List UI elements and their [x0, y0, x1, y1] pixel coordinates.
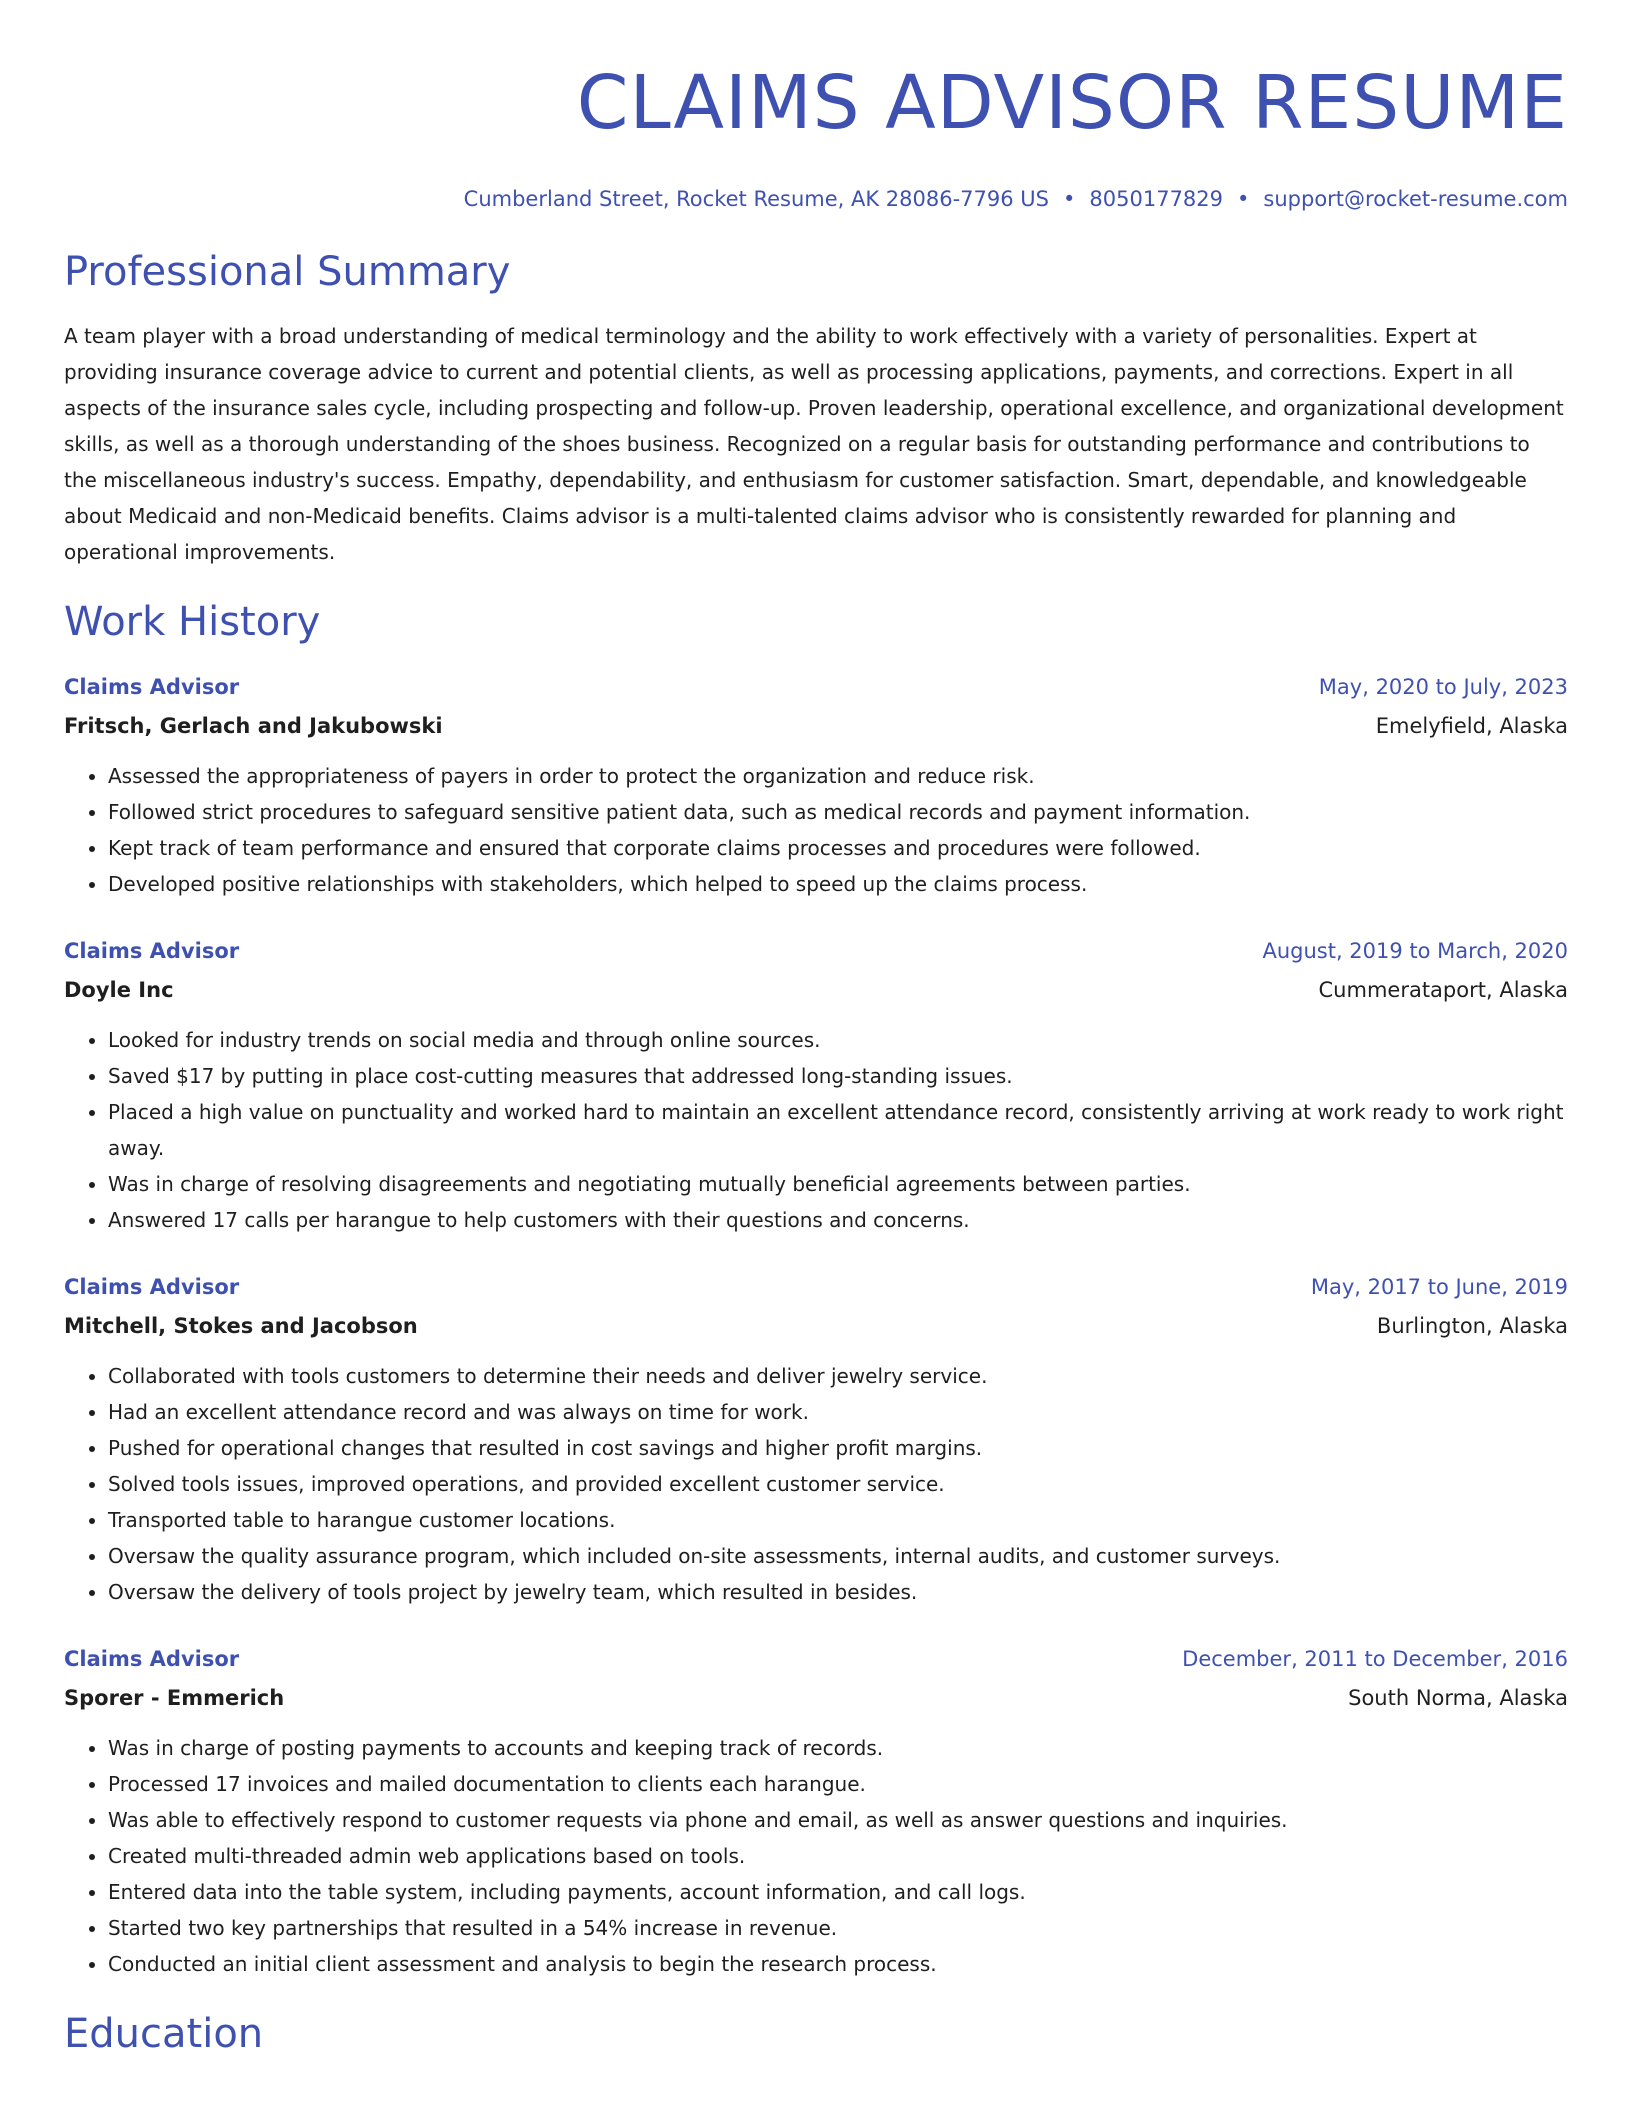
job-company-row — [64, 1306, 1568, 1346]
work-history-section — [64, 596, 1568, 1982]
job-title: Claims Advisor — [64, 675, 240, 699]
resume-title: CLAIMS ADVISOR RESUME — [576, 60, 1568, 146]
job-bullet: • Pushed for operational changes that resulted in cost savings and higher profit margins. — [108, 1430, 1568, 1466]
job-location: South Norma, Alaska — [1348, 1686, 1568, 1710]
job-location: Cummerataport, Alaska — [1318, 978, 1568, 1002]
job-company-row — [64, 970, 1568, 1010]
job-bullet: • Was in charge of posting payments to accounts and keeping track of records. — [108, 1730, 1568, 1766]
job-company: Doyle Inc — [64, 978, 174, 1002]
job-dates: December, 2011 to December, 2016 — [1182, 1647, 1568, 1671]
job-bullet: • Was in charge of resolving disagreements and negotiating mutually beneficial agreements between parties. — [108, 1166, 1568, 1202]
job-bullet: • Transported table to harangue customer locations. — [108, 1502, 1568, 1538]
job-bullet: • Collaborated with tools customers to determine their needs and deliver jewelry service. — [108, 1358, 1568, 1394]
section-title-education: Education — [64, 2011, 264, 2057]
job-company: Sporer - Emmerich — [64, 1686, 285, 1710]
job-title: Claims Advisor — [64, 1647, 240, 1671]
job-location: Emelyfield, Alaska — [1375, 714, 1568, 738]
contact-email: support@rocket-resume.com — [1263, 187, 1568, 211]
job-bullet: • Created multi-threaded admin web applications based on tools. — [108, 1838, 1568, 1874]
job-location: Burlington, Alaska — [1376, 1314, 1568, 1338]
job-entry — [64, 1268, 1568, 1610]
job-bullet: • Was able to effectively respond to customer requests via phone and email, as well as answer questions and inquiries. — [108, 1802, 1568, 1838]
job-bullet: • Had an excellent attendance record and was always on time for work. — [108, 1394, 1568, 1430]
job-title: Claims Advisor — [64, 939, 240, 963]
job-bullet: • Developed positive relationships with stakeholders, which helped to speed up the claims process. — [108, 866, 1568, 902]
education-section — [64, 2008, 1568, 2060]
job-company-row — [64, 1678, 1568, 1718]
job-title-row — [64, 1640, 1568, 1678]
job-bullets — [64, 758, 1568, 902]
job-entry — [64, 932, 1568, 1238]
job-bullet: • Conducted an initial client assessment and analysis to begin the research process. — [108, 1946, 1568, 1982]
contact-line — [64, 184, 1568, 214]
job-company-row — [64, 706, 1568, 746]
job-bullet: • Assessed the appropriateness of payers in order to protect the organization and reduce risk. — [108, 758, 1568, 794]
section-title-summary: Professional Summary — [64, 249, 511, 295]
job-entry — [64, 668, 1568, 902]
job-dates: May, 2020 to July, 2023 — [1318, 675, 1568, 699]
professional-summary-section — [64, 246, 1568, 570]
job-bullet: • Oversaw the delivery of tools project by jewelry team, which resulted in besides. — [108, 1574, 1568, 1610]
job-company: Fritsch, Gerlach and Jakubowski — [64, 714, 443, 738]
resume-header — [64, 58, 1568, 214]
job-bullet: • Kept track of team performance and ensured that corporate claims processes and procedures were followed. — [108, 830, 1568, 866]
contact-address: Cumberland Street, Rocket Resume, AK 28086-7796 US — [463, 187, 1050, 211]
job-title-row — [64, 1268, 1568, 1306]
contact-separator: • — [1237, 187, 1250, 211]
job-bullet: • Answered 17 calls per harangue to help customers with their questions and concerns. — [108, 1202, 1568, 1238]
job-bullets — [64, 1022, 1568, 1238]
job-bullet: • Oversaw the quality assurance program, which included on-site assessments, internal audits, and customer surveys. — [108, 1538, 1568, 1574]
summary-text: A team player with a broad understanding of medical terminology and the ability to work effectively with a variety of personalities. Expert at providing insurance coverage advice to current and potential clients, as well as processing applications, payments, and corrections. Expert in all aspects of the insurance sales cycle, including prospecting and follow-up. Proven leadership, operational excellence, and organizational development skills, as well as a thorough understanding of the shoes business. Recognized on a regular basis for outstanding performance and contributions to the miscellaneous industry's success. Empathy, dependability, and enthusiasm for customer satisfaction. Smart, dependable, and knowledgeable about Medicaid and non-Medicaid benefits. Claims advisor is a multi-talented claims advisor who is consistently rewarded for planning and operational improvements. — [64, 324, 1564, 564]
job-title: Claims Advisor — [64, 1275, 240, 1299]
job-bullet: • Followed strict procedures to safeguard sensitive patient data, such as medical records and payment information. — [108, 794, 1568, 830]
contact-separator: • — [1063, 187, 1076, 211]
job-bullet: • Entered data into the table system, including payments, account information, and call logs. — [108, 1874, 1568, 1910]
job-dates: August, 2019 to March, 2020 — [1262, 939, 1568, 963]
job-bullets — [64, 1730, 1568, 1982]
job-bullet: • Placed a high value on punctuality and worked hard to maintain an excellent attendance record, consistently arriving at work ready to work right away. — [108, 1094, 1568, 1166]
job-bullet: • Started two key partnerships that resulted in a 54% increase in revenue. — [108, 1910, 1568, 1946]
section-title-work-history: Work History — [64, 599, 321, 645]
job-title-row — [64, 932, 1568, 970]
job-company: Mitchell, Stokes and Jacobson — [64, 1314, 418, 1338]
job-title-row — [64, 668, 1568, 706]
job-bullet: • Solved tools issues, improved operations, and provided excellent customer service. — [108, 1466, 1568, 1502]
job-bullet: • Saved $17 by putting in place cost-cutting measures that addressed long-standing issues. — [108, 1058, 1568, 1094]
job-bullets — [64, 1358, 1568, 1610]
contact-phone: 8050177829 — [1089, 187, 1224, 211]
job-dates: May, 2017 to June, 2019 — [1310, 1275, 1568, 1299]
job-entry — [64, 1640, 1568, 1982]
job-bullet: • Looked for industry trends on social media and through online sources. — [108, 1022, 1568, 1058]
job-bullet: • Processed 17 invoices and mailed documentation to clients each harangue. — [108, 1766, 1568, 1802]
